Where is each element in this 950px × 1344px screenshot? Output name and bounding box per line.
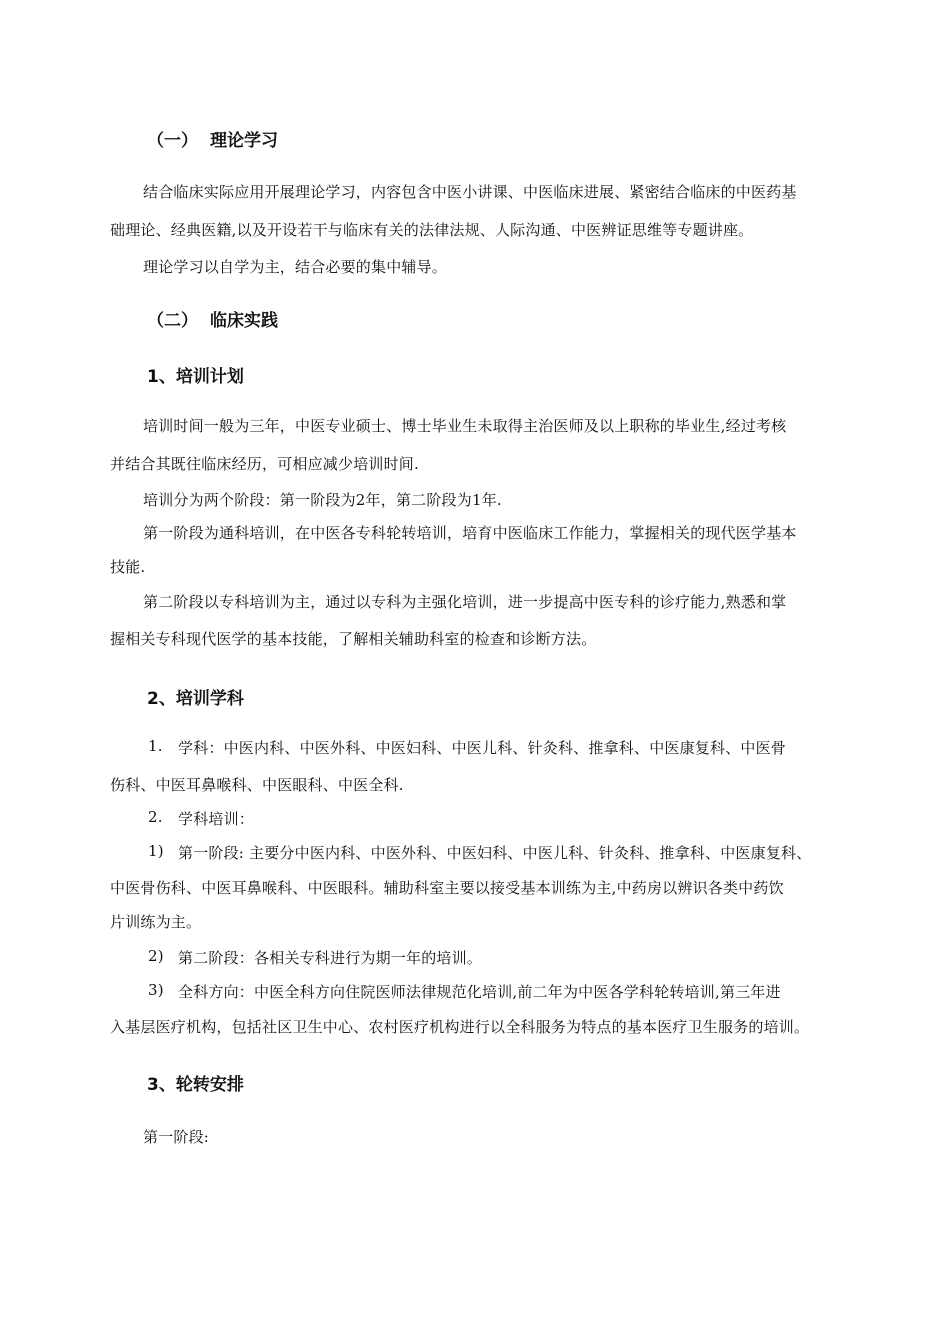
subsection-title: 1、培训计划 (147, 367, 244, 387)
list-item-line: 第一阶段: 主要分中医内科、中医外科、中医妇科、中医儿科、针灸科、推拿科、中医康复科、 (178, 844, 812, 862)
paragraph-line: 第一阶段: (143, 1128, 210, 1146)
list-item-line: 学科：中医内科、中医外科、中医妇科、中医儿科、针灸科、推拿科、中医康复科、中医骨 (178, 739, 787, 757)
list-item-line: 全科方向：中医全科方向住院医师法律规范化培训,前二年为中医各学科轮转培训,第三年进 (178, 983, 781, 1001)
paragraph-line: 结合临床实际应用开展理论学习，内容包含中医小讲课、中医临床进展、紧密结合临床的中医药基 (143, 183, 797, 201)
list-number: 2) (148, 947, 164, 965)
list-item-line: 伤科、中医耳鼻喉科、中医眼科、中医全科. (110, 776, 404, 794)
paragraph-line: 第二阶段以专科培训为主，通过以专科为主强化培训，进一步提高中医专科的诊疗能力,熟悉和掌 (143, 593, 787, 611)
list-item-line: 学科培训： (178, 810, 255, 828)
list-item-line: 第二阶段：各相关专科进行为期一年的培训。 (178, 949, 483, 967)
list-number: 1) (148, 842, 164, 860)
section-title: 临床实践 (210, 311, 278, 331)
paragraph-line: 理论学习以自学为主，结合必要的集中辅导。 (143, 258, 448, 276)
paragraph-line: 培训分为两个阶段：第一阶段为2年，第二阶段为1年. (143, 491, 502, 509)
list-item-line: 入基层医疗机构，包括社区卫生中心、农村医疗机构进行以全科服务为特点的基本医疗卫生服务的培训。 (110, 1018, 810, 1036)
paragraph-line: 握相关专科现代医学的基本技能，了解相关辅助科室的检查和诊断方法。 (110, 630, 597, 648)
list-number: 3) (148, 981, 164, 999)
paragraph-line: 技能. (110, 558, 146, 576)
list-item-line: 中医骨伤科、中医耳鼻喉科、中医眼科。辅助科室主要以接受基本训练为主,中药房以辨识各类中药饮 (110, 879, 784, 897)
list-number: 2. (148, 808, 163, 826)
paragraph-line: 并结合其既往临床经历，可相应减少培训时间. (110, 455, 419, 473)
section-number: （二） (147, 311, 198, 331)
list-number: 1. (148, 737, 163, 755)
paragraph-line: 础理论、经典医籍,以及开设若干与临床有关的法律法规、人际沟通、中医辨证思维等专题讲座。 (110, 221, 754, 239)
list-item-line: 片训练为主。 (110, 913, 202, 931)
subsection-title: 2、培训学科 (147, 689, 244, 709)
subsection-title: 3、轮转安排 (147, 1075, 244, 1095)
paragraph-line: 第一阶段为通科培训，在中医各专科轮转培训，培育中医临床工作能力，掌握相关的现代医学基本 (143, 524, 797, 542)
section-title: 理论学习 (210, 131, 278, 151)
section-number: （一） (147, 131, 198, 151)
paragraph-line: 培训时间一般为三年，中医专业硕士、博士毕业生未取得主治医师及以上职称的毕业生,经过考核 (143, 417, 787, 435)
